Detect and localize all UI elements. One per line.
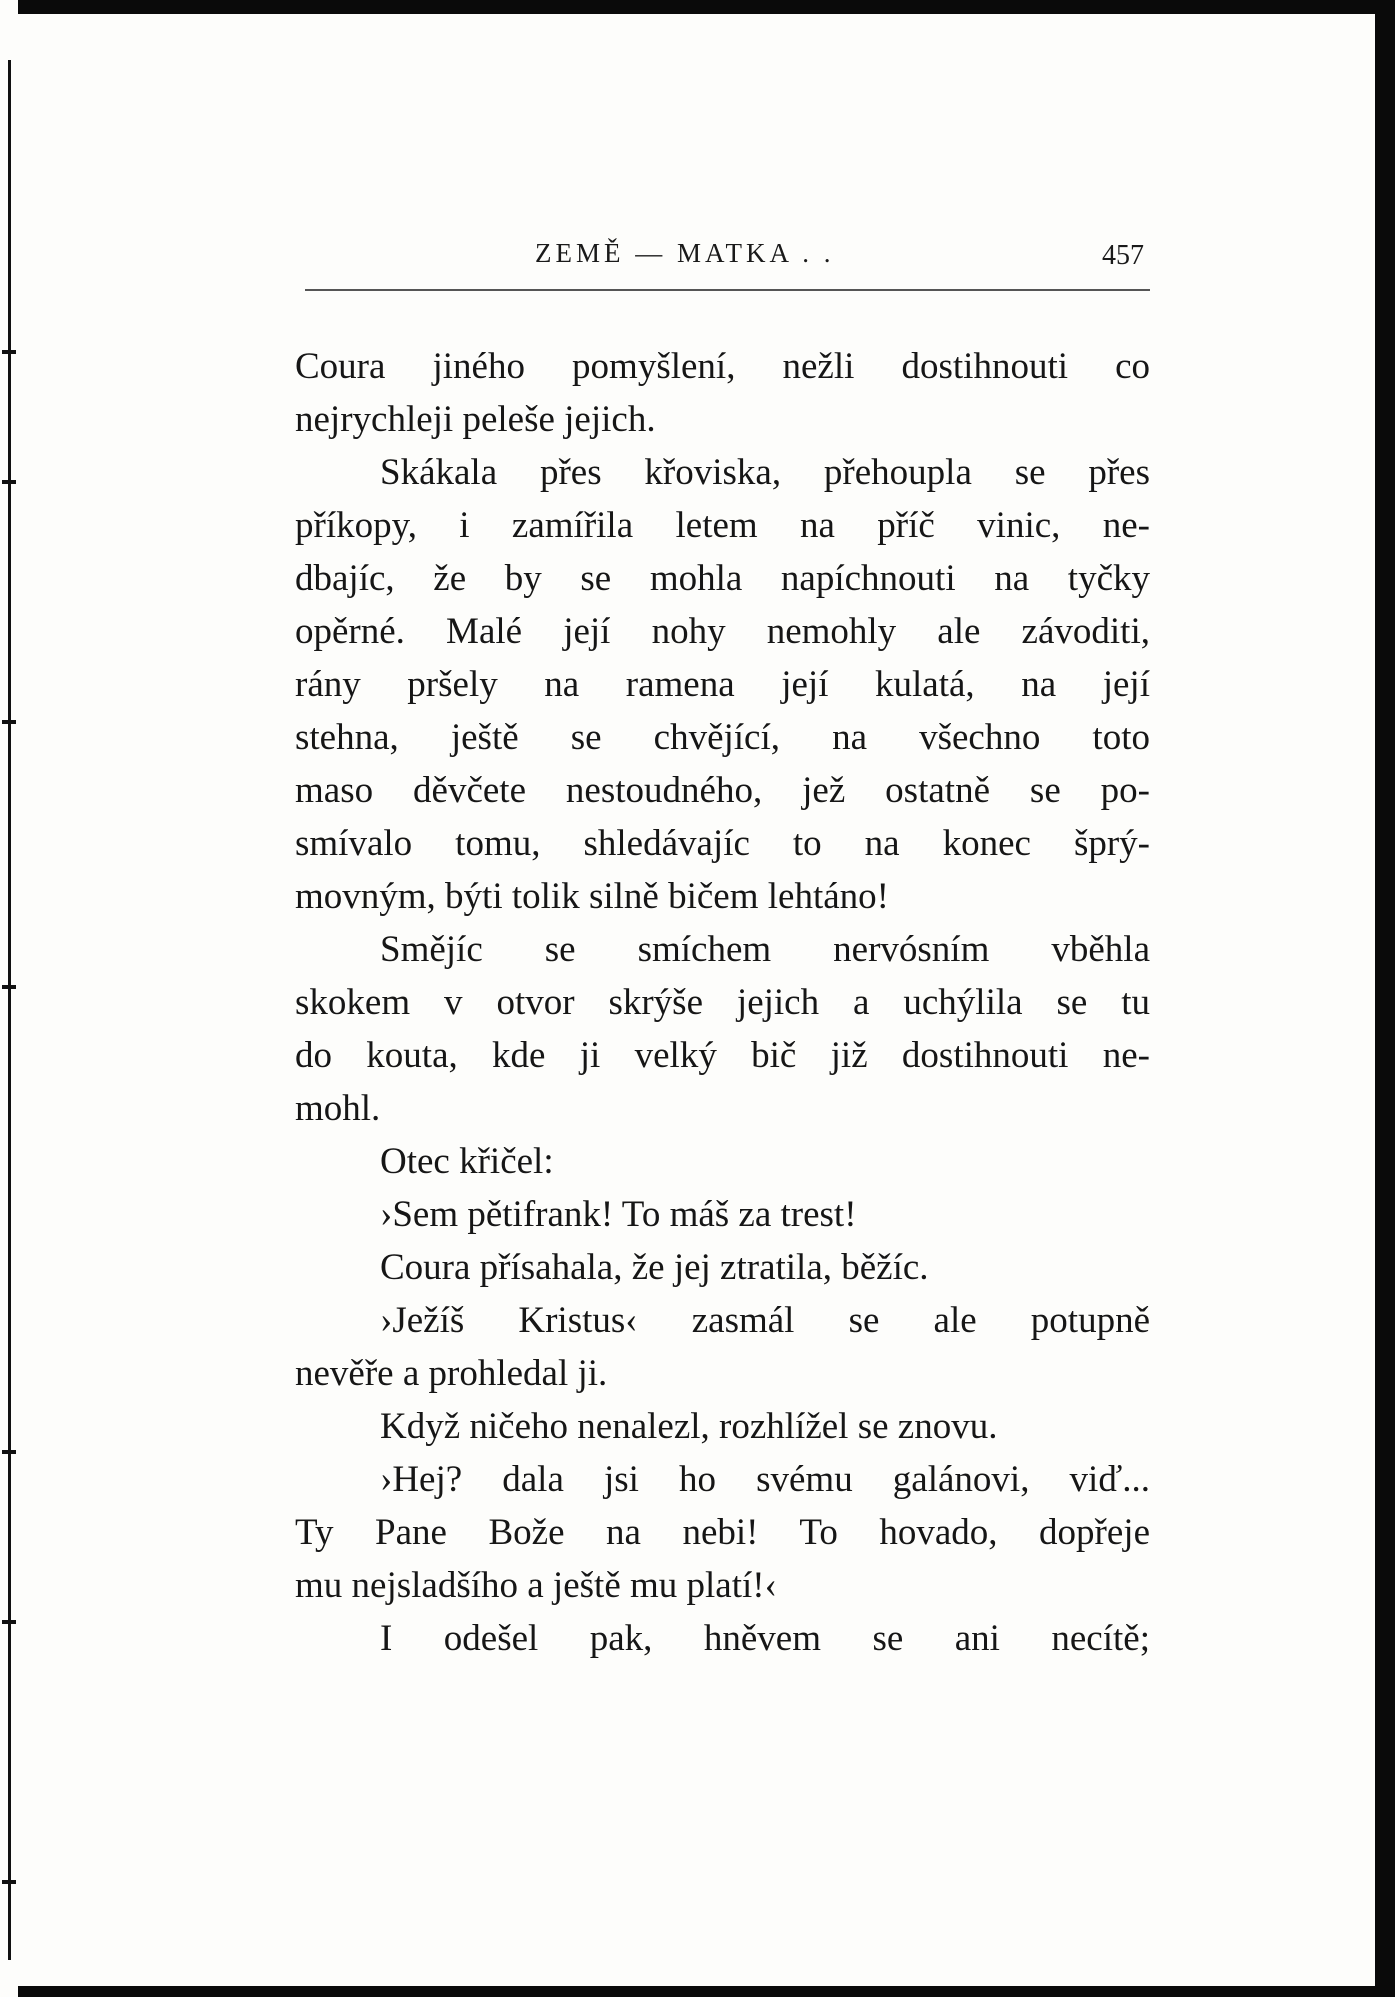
running-title: ZEMĚ — MATKA . . (535, 238, 835, 268)
text-line: Když ničeho nenalezl, rozhlížel se znovu. (380, 1406, 998, 1447)
binding-tick (2, 1880, 16, 1884)
text-line: mu nejsladšího a ještě mu platí!‹ (295, 1565, 777, 1606)
text-line: Ty Pane Bože na nebi! To hovado, dopřeje (295, 1512, 1150, 1553)
text-line: mohl. (295, 1088, 381, 1129)
text-line: příkopy, i zamířila letem na příč vinic, ne- (295, 505, 1150, 546)
text-line: maso děvčete nestoudného, jež ostatně se po- (295, 770, 1150, 811)
binding-tick (2, 1450, 16, 1454)
text-line: nevěře a prohledal ji. (295, 1353, 608, 1394)
body-text (295, 340, 1150, 1665)
text-line: rány pršely na ramena její kulatá, na její (295, 664, 1150, 705)
binding-tick (2, 720, 16, 724)
page-header (295, 238, 1150, 278)
text-line: stehna, ještě se chvějící, na všechno toto (295, 717, 1150, 758)
binding-tick (2, 480, 16, 484)
text-line: ›Hej? dala jsi ho svému galánovi, viď... (380, 1459, 1150, 1500)
text-line: opěrné. Malé její nohy nemohly ale závoditi, (295, 611, 1150, 652)
page-right-edge (1375, 0, 1395, 1997)
text-line: Coura přísahala, že jej ztratila, běžíc. (380, 1247, 929, 1288)
page-left-edge (0, 0, 18, 1997)
text-line: Otec křičel: (380, 1141, 554, 1182)
binding-tick (2, 985, 16, 989)
text-line: Coura jiného pomyšlení, nežli dostihnouti co (295, 346, 1150, 387)
text-line: do kouta, kde ji velký bič již dostihnouti ne- (295, 1035, 1150, 1076)
text-line: movným, býti tolik silně bičem lehtáno! (295, 876, 889, 917)
text-line: skokem v otvor skrýše jejich a uchýlila se tu (295, 982, 1150, 1023)
text-line: ›Ježíš Kristus‹ zasmál se ale potupně (380, 1300, 1150, 1341)
text-line: nejrychleji peleše jejich. (295, 399, 656, 440)
text-line: smívalo tomu, shledávajíc to na konec šprý- (295, 823, 1150, 864)
text-line: Smějíc se smíchem nervósním vběhla (380, 929, 1150, 970)
binding-rule (8, 60, 11, 1960)
binding-tick (2, 1620, 16, 1624)
binding-tick (2, 350, 16, 354)
text-line: dbajíc, že by se mohla napíchnouti na tyčky (295, 558, 1150, 599)
text-line: I odešel pak, hněvem se ani necítě; (380, 1618, 1150, 1659)
header-rule (305, 289, 1150, 291)
text-line: ›Sem pětifrank! To máš za trest! (380, 1194, 857, 1235)
text-line: Skákala přes křoviska, přehoupla se přes (380, 452, 1150, 493)
page-number: 457 (1102, 240, 1144, 271)
